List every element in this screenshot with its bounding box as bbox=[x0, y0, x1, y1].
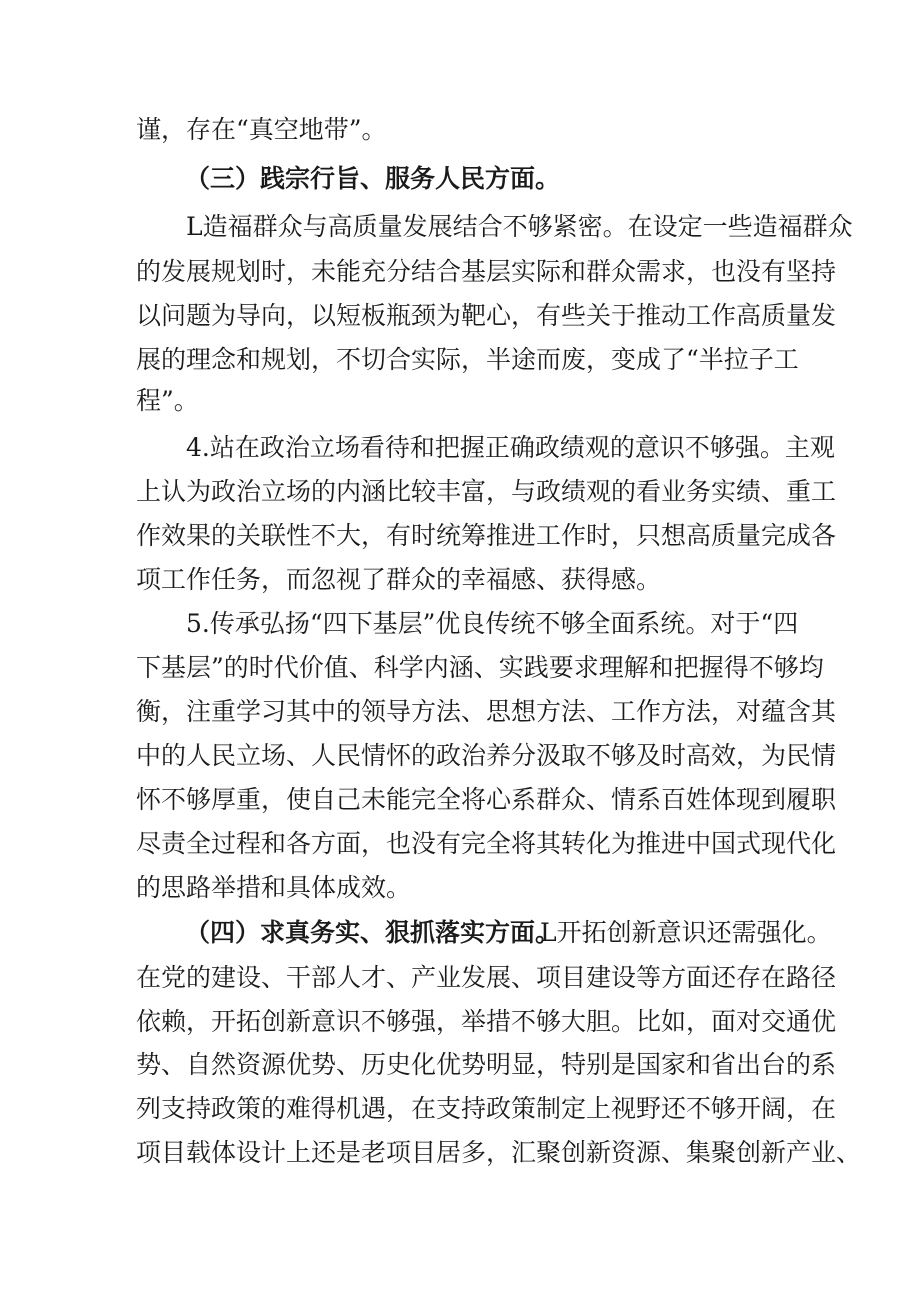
text-segment: 项目载体设计上还是老项目居多，汇聚创新资源、集聚创新产业、 bbox=[136, 1138, 862, 1167]
text-segment: 在党的建设、干部人才、产业发展、项目建设等方面还存在路径 bbox=[136, 963, 837, 992]
text-segment: 尽责全过程和各方面，也没有完全将其转化为推进中国式现代化 bbox=[136, 829, 837, 858]
text-segment: 的发展规划时，未能充分结合基层实际和群众需求，也没有坚持 bbox=[136, 257, 837, 286]
text-line bbox=[0, 1130, 920, 1176]
text-line bbox=[0, 689, 920, 735]
text-line bbox=[0, 645, 920, 691]
text-line bbox=[0, 513, 920, 559]
text-line bbox=[0, 865, 920, 911]
text-segment: L开拓创新意识还需强化。 bbox=[540, 918, 832, 947]
section-heading-text: （四）求真务实、狠抓落实方面。 bbox=[185, 918, 561, 947]
text-segment: 4.站在政治立场看待和把握正确政绩观的意识不够强。主观 bbox=[186, 433, 835, 462]
section-heading bbox=[0, 910, 920, 956]
text-line bbox=[0, 337, 920, 383]
text-segment: 怀不够厚重，使自己未能完全将心系群众、情系百姓体现到履职 bbox=[136, 785, 837, 814]
text-line bbox=[0, 249, 920, 295]
text-line bbox=[0, 469, 920, 515]
text-line bbox=[0, 601, 920, 647]
text-segment: 程”。 bbox=[136, 386, 199, 415]
text-line bbox=[0, 955, 920, 1001]
text-line bbox=[0, 777, 920, 823]
text-line bbox=[0, 999, 920, 1045]
text-line bbox=[0, 378, 920, 424]
text-line bbox=[0, 821, 920, 867]
text-line bbox=[0, 557, 920, 603]
text-line bbox=[0, 293, 920, 339]
text-line bbox=[0, 204, 920, 250]
section-heading-text: （三）践宗行旨、服务人民方面。 bbox=[185, 164, 561, 193]
text-segment: L造福群众与高质量发展结合不够紧密。在设定一些造福群众 bbox=[186, 212, 853, 241]
text-segment: 势、自然资源优势、历史化优势明显，特别是国家和省出台的系 bbox=[136, 1050, 837, 1079]
text-segment: 项工作任务，而忽视了群众的幸福感、获得感。 bbox=[136, 565, 662, 594]
text-segment: 依赖，开拓创新意识不够强，举措不够大胆。比如，面对交通优 bbox=[136, 1007, 837, 1036]
text-line bbox=[0, 1042, 920, 1088]
text-segment: 上认为政治立场的内涵比较丰富，与政绩观的看业务实绩、重工 bbox=[136, 477, 837, 506]
section-heading bbox=[0, 156, 920, 202]
text-segment: 衡，注重学习其中的领导方法、思想方法、工作方法，对蕴含其 bbox=[136, 697, 837, 726]
text-segment: 列支持政策的难得机遇，在支持政策制定上视野还不够开阔，在 bbox=[136, 1094, 837, 1123]
text-segment: 作效果的关联性不大，有时统筹推进工作时，只想高质量完成各 bbox=[136, 521, 837, 550]
text-segment: 中的人民立场、人民情怀的政治养分汲取不够及时高效，为民情 bbox=[136, 741, 837, 770]
text-segment: 以问题为导向，以短板瓶颈为靶心，有些关于推动工作高质量发 bbox=[136, 301, 837, 330]
text-segment: 谨，存在“真空地带”。 bbox=[136, 115, 387, 144]
text-segment: 的思路举措和具体成效。 bbox=[136, 873, 412, 902]
text-line bbox=[0, 425, 920, 471]
text-line bbox=[0, 733, 920, 779]
text-segment: 展的理念和规划，不切合实际，半途而废，变成了“半拉子工 bbox=[136, 345, 799, 374]
text-line bbox=[0, 107, 920, 153]
text-segment: 下基层”的时代价值、科学内涵、实践要求理解和把握得不够均 bbox=[136, 653, 824, 682]
text-line bbox=[0, 1086, 920, 1132]
text-segment: 5.传承弘扬“四下基层”优良传统不够全面系统。对于“四 bbox=[186, 609, 799, 638]
